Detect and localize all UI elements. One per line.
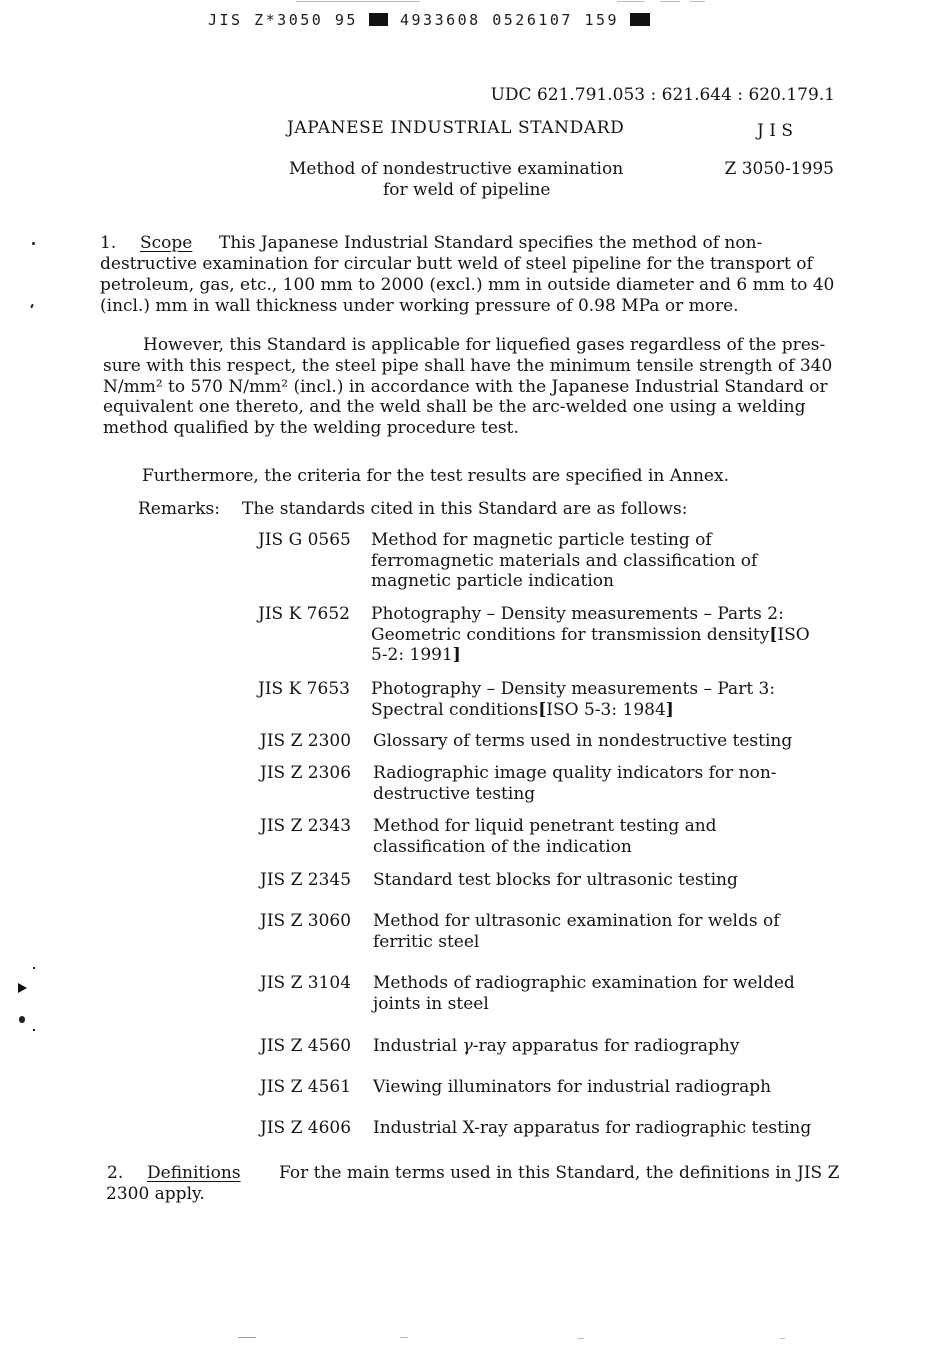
description-line: Photography – Density measurements – Parts 2: — [371, 604, 784, 624]
cited-standard-description — [371, 604, 810, 666]
description-line: Method for magnetic particle testing of — [371, 530, 712, 550]
description-line: ferromagnetic materials and classification of — [371, 550, 758, 571]
section-1-number: 1. — [100, 233, 117, 253]
scan-mark — [32, 242, 35, 245]
description-line: Glossary of terms used in nondestructive testing — [373, 731, 793, 751]
cited-standard-code: JIS Z 2343 — [260, 816, 352, 836]
description-line: Viewing illuminators for industrial radiograph — [373, 1077, 772, 1097]
cited-standard-description — [373, 911, 780, 952]
cited-standard-description — [373, 763, 777, 804]
scan-mark — [617, 1, 645, 2]
scan-mark — [296, 1, 420, 2]
cited-standard-code: JIS Z 2345 — [260, 870, 352, 890]
scope-paragraph — [100, 254, 834, 317]
cited-standard-code: JIS K 7652 — [258, 604, 350, 624]
cited-standard-description — [371, 530, 757, 592]
remarks-label: Remarks: — [138, 499, 220, 519]
jis-mark: J I S — [757, 121, 793, 141]
description-line: Photography – Density measurements – Part 3: — [371, 679, 776, 699]
cited-standard-description — [373, 731, 792, 752]
scan-mark — [780, 1338, 785, 1339]
description-line: Industrial X-ray apparatus for radiographic testing — [373, 1118, 812, 1138]
applicability-paragraph — [103, 335, 832, 439]
scan-mark — [660, 1, 680, 2]
applicability-paragraph-line: equivalent one thereto, and the weld shall be the arc-welded one using a welding — [103, 397, 806, 418]
description-line: Methods of radiographic examination for welded — [373, 973, 795, 993]
scope-paragraph-line: (incl.) mm in wall thickness under working pressure of 0.98 MPa or more. — [100, 296, 739, 316]
document-title-line: for weld of pipeline — [383, 180, 551, 200]
definitions-paragraph-line: For the main terms used in this Standard, the definitions in JIS Z — [279, 1163, 840, 1183]
cited-standard-code: JIS K 7653 — [258, 679, 350, 699]
cited-standard-description — [371, 679, 775, 720]
standard-title: JAPANESE INDUSTRIAL STANDARD — [287, 118, 625, 138]
cited-standard-description — [373, 973, 795, 1014]
description-line: Standard test blocks for ultrasonic testing — [373, 870, 738, 890]
cited-standard-code: JIS Z 3060 — [260, 911, 352, 931]
scan-mark — [238, 1337, 256, 1338]
cited-standard-code: JIS Z 4561 — [260, 1077, 352, 1097]
remarks-intro: The standards cited in this Standard are as follows: — [242, 499, 688, 519]
description-line: Spectral conditions[ISO 5-3: 1984] — [371, 699, 674, 720]
applicability-paragraph-line: method qualified by the welding procedure test. — [103, 418, 519, 439]
section-1-heading: Scope — [140, 233, 193, 253]
description-line: ferritic steel — [373, 931, 480, 952]
header-code-left: JIS Z*3050 95 — [208, 11, 358, 29]
cited-standard-code: JIS Z 4560 — [260, 1036, 352, 1056]
scope-paragraph-line: destructive examination for circular butt weld of steel pipeline for the transport of — [100, 254, 813, 274]
description-line: Radiographic image quality indicators for non- — [373, 763, 777, 783]
scan-mark — [400, 1337, 408, 1338]
scan-mark — [18, 983, 27, 993]
scope-paragraph-line: This Japanese Industrial Standard specifies the method of non- — [219, 233, 763, 253]
description-line: Geometric conditions for transmission density[ISO — [371, 624, 810, 645]
scan-mark — [30, 304, 34, 308]
definitions-paragraph-line: 2300 apply. — [106, 1184, 205, 1204]
scope-paragraph-line: petroleum, gas, etc., 100 mm to 2000 (excl.) mm in outside diameter and 6 mm to 40 — [100, 275, 835, 295]
header-black-block — [630, 13, 650, 26]
cited-standard-code: JIS Z 2306 — [260, 763, 352, 783]
cited-standard-code: JIS Z 4606 — [260, 1118, 352, 1138]
description-line: 5-2: 1991] — [371, 645, 461, 666]
header-code-right: 4933608 0526107 159 — [400, 11, 620, 29]
description-line: Method for ultrasonic examination for welds of — [373, 911, 780, 931]
applicability-paragraph-line: N/mm² to 570 N/mm² (incl.) in accordance with the Japanese Industrial Standard or — [103, 376, 828, 397]
cited-standard-description — [373, 1077, 771, 1098]
cited-standard-description — [373, 870, 738, 891]
cited-standard-code: JIS Z 2300 — [260, 731, 352, 751]
criteria-paragraph: Furthermore, the criteria for the test results are specified in Annex. — [142, 466, 729, 486]
scan-mark — [690, 1, 705, 2]
description-line: Industrial γ-ray apparatus for radiography — [373, 1036, 740, 1056]
section-2-heading: Definitions — [147, 1163, 241, 1183]
cited-standard-description — [373, 816, 717, 857]
document-title-line: Method of nondestructive examination — [289, 159, 624, 179]
scan-mark — [33, 967, 35, 969]
cited-standard-code: JIS Z 3104 — [260, 973, 352, 993]
description-line: Method for liquid penetrant testing and — [373, 816, 717, 836]
header-black-block — [369, 13, 388, 26]
applicability-paragraph-line: sure with this respect, the steel pipe shall have the minimum tensile strength of 340 — [103, 355, 833, 376]
section-2-number: 2. — [107, 1163, 124, 1183]
cited-standard-description — [373, 1118, 811, 1139]
scan-mark — [19, 1016, 25, 1023]
scan-mark — [33, 1029, 35, 1031]
standard-number: Z 3050-1995 — [724, 159, 834, 179]
description-line: destructive testing — [373, 783, 536, 804]
cited-standard-code: JIS G 0565 — [258, 530, 351, 550]
scan-mark — [578, 1338, 584, 1339]
description-line: joints in steel — [373, 993, 489, 1014]
description-line: classification of the indication — [373, 836, 632, 857]
description-line: magnetic particle indication — [371, 571, 614, 592]
cited-standard-description — [373, 1036, 739, 1057]
udc-number: UDC 621.791.053 : 621.644 : 620.179.1 — [490, 85, 835, 105]
applicability-paragraph-line: However, this Standard is applicable for liquefied gases regardless of the pres- — [143, 335, 826, 355]
